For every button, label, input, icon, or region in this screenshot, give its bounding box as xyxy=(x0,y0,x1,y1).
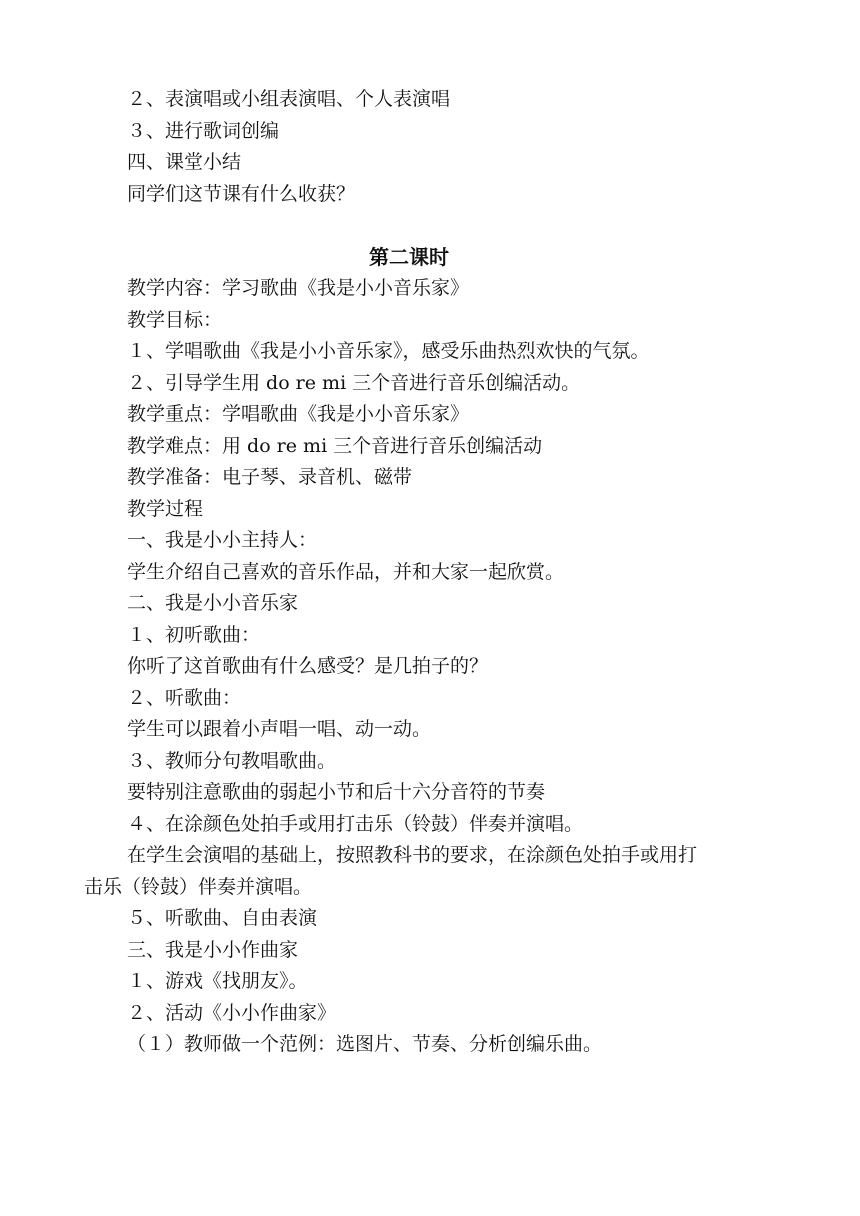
paragraph-line: ２、表演唱或小组表演唱、个人表演唱 xyxy=(127,88,451,110)
paragraph-line: １、初听歌曲： xyxy=(127,623,261,646)
paragraph-line: 四、课堂小结 xyxy=(127,151,242,173)
paragraph-line: 学生介绍自己喜欢的音乐作品，并和大家一起欣赏。 xyxy=(127,560,565,583)
paragraph-line: ４、在涂颜色处拍手或用打击乐（铃鼓）伴奏并演唱。 xyxy=(127,812,584,835)
paragraph-line: （１）教师做一个范例：选图片、节奏、分析创编乐曲。 xyxy=(127,1033,603,1055)
paragraph-line: 教学准备：电子琴、录音机、磁带 xyxy=(127,466,413,488)
paragraph-line: 教学目标： xyxy=(127,308,223,331)
paragraph-wrapped: 在学生会演唱的基础上，按照教科书的要求，在涂颜色处拍手或用打击乐（铃鼓）伴奏并演唱。 xyxy=(84,844,698,898)
paragraph-line: ３、进行歌词创编 xyxy=(127,119,280,142)
paragraph-line: ２、听歌曲： xyxy=(127,686,242,709)
paragraph-line: 教学内容：学习歌曲《我是小小音乐家》 xyxy=(127,277,470,299)
paragraph-wrapped: １、学唱歌曲《我是小小音乐家》，感受乐曲热烈欢快的气氛。 xyxy=(127,340,650,362)
paragraph-line: 教学重点：学唱歌曲《我是小小音乐家》 xyxy=(127,403,470,425)
paragraph-line: 一、我是小小主持人： xyxy=(127,529,318,551)
paragraph-line: 三、我是小小作曲家 xyxy=(127,938,299,961)
paragraph-line: ２、引导学生用 do re mi 三个音进行音乐创编活动。 xyxy=(127,371,581,394)
document-body xyxy=(84,84,704,1061)
paragraph-line: ５、听歌曲、自由表演 xyxy=(127,907,318,929)
paragraph-line: 教学难点：用 do re mi 三个音进行音乐创编活动 xyxy=(127,434,543,457)
paragraph-line: １、游戏《找朋友》。 xyxy=(127,970,308,992)
paragraph-line: 二、我是小小音乐家 xyxy=(127,592,299,614)
paragraph-line: 要特别注意歌曲的弱起小节和后十六分音符的节奏 xyxy=(127,781,546,803)
paragraph-line: ２、活动《小小作曲家》 xyxy=(127,1001,337,1024)
paragraph-line: 学生可以跟着小声唱一唱、动一动。 xyxy=(127,718,432,740)
paragraph-line: ３、教师分句教唱歌曲。 xyxy=(127,749,337,772)
section-heading: 第二课时 xyxy=(369,244,449,269)
paragraph-line: 同学们这节课有什么收获？ xyxy=(127,182,356,205)
paragraph-line: 你听了这首歌曲有什么感受？是几拍子的？ xyxy=(127,655,489,677)
paragraph-line: 教学过程 xyxy=(127,497,204,520)
